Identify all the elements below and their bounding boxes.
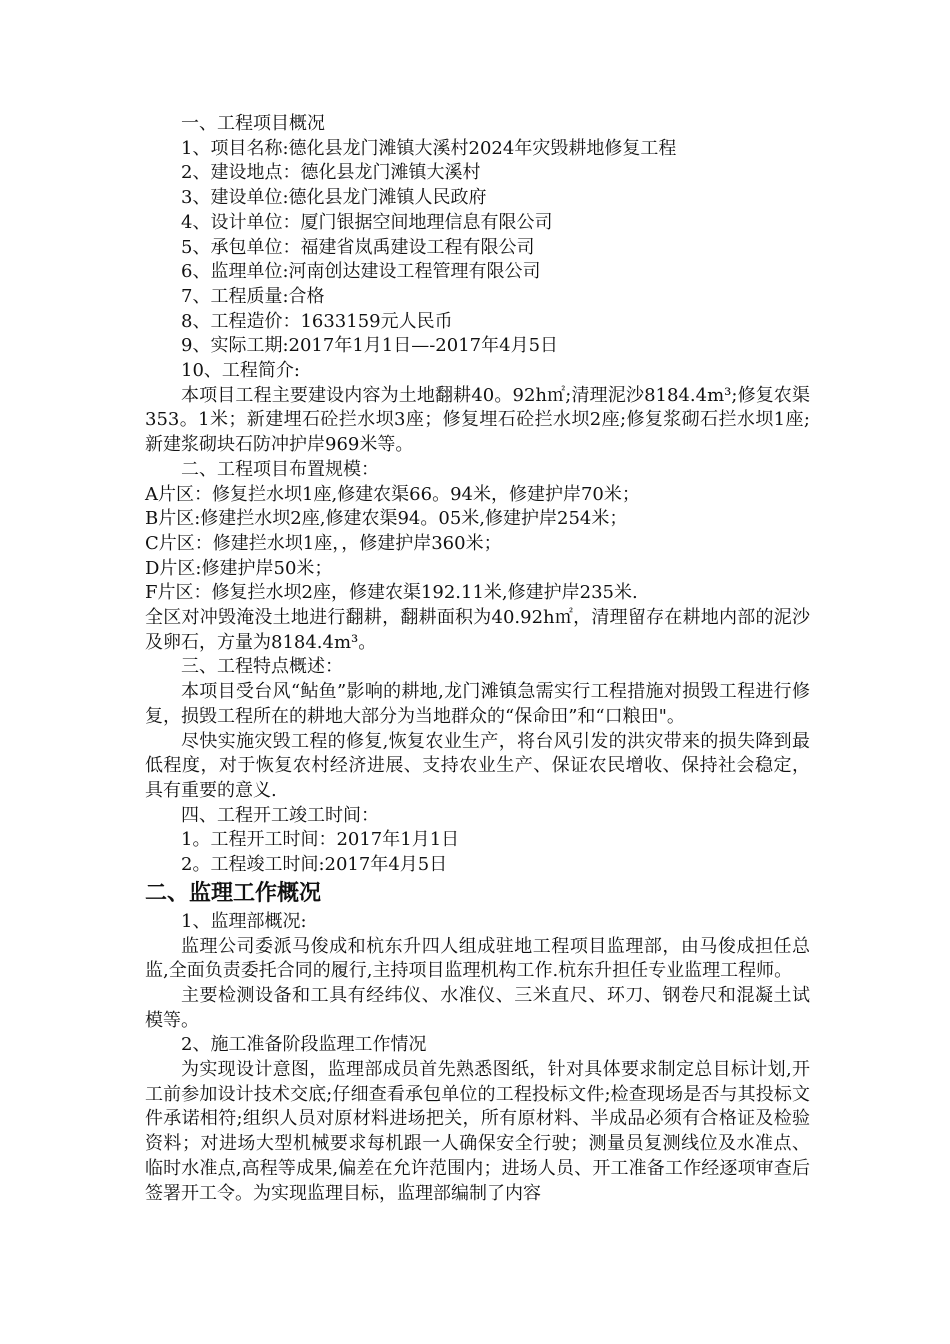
zone-c-line: C片区：修建拦水坝1座，，修建护岸360米； — [145, 532, 502, 554]
brief-heading: 10、工程简介: — [181, 360, 300, 382]
project-location-line: 2、建设地点：德化县龙门滩镇大溪村 — [181, 162, 481, 184]
quality-line: 7、工程质量:合格 — [181, 285, 325, 307]
project-intro-paragraph: 本项目工程主要建设内容为土地翻耕40。92h㎡;清理泥沙8184.4m³;修复农渠353。1米；新建埋石砼拦水坝3座；修复埋石砼拦水坝2座;修复浆砌石拦水坝1座;新建浆砌块石防冲护岸969米等。 — [145, 384, 810, 456]
document-page — [145, 112, 810, 1206]
chapter-title: 二、监理工作概况 — [145, 880, 322, 906]
contractor-line: 5、承包单位：福建省岚禹建设工程有限公司 — [181, 236, 535, 258]
equipment-paragraph: 主要检测设备和工具有经纬仪、水准仪、三米直尺、环刀、钢卷尺和混凝土试模等。 — [145, 984, 810, 1031]
section-heading-layout: 二、工程项目布置规模： — [181, 458, 379, 480]
subsection-heading-preparation: 2、施工准备阶段监理工作情况 — [181, 1034, 427, 1056]
section-heading-overview: 一、工程项目概况 — [181, 113, 325, 134]
section-heading-features: 三、工程特点概述： — [181, 656, 343, 678]
zone-b-line: B片区:修建拦水坝2座,修建农渠94。05米,修建护岸254米； — [145, 508, 628, 530]
zone-a-line: A片区：修复拦水坝1座,修建农渠66。94米，修建护岸70米； — [145, 483, 640, 505]
duration-line: 9、实际工期:2017年1月1日—-2017年4月5日 — [181, 335, 559, 357]
construction-unit-line: 3、建设单位:德化县龙门滩镇人民政府 — [181, 187, 487, 209]
start-date-line: 1。工程开工时间：2017年1月1日 — [181, 829, 460, 851]
section-heading-schedule: 四、工程开工竣工时间： — [181, 804, 379, 826]
zone-f-line: F片区：修复拦水坝2座，修建农渠192.11米,修建护岸235米. — [145, 582, 638, 604]
supervision-unit-line: 6、监理单位:河南创达建设工程管理有限公司 — [181, 261, 541, 283]
features-paragraph-1: 本项目受台风“鲇鱼”影响的耕地,龙门滩镇急需实行工程措施对损毁工程进行修复，损毁工程所在的耕地大部分为当地群众的“保命田”和“口粮田"。 — [145, 681, 810, 727]
features-paragraph-2: 尽快实施灾毁工程的修复,恢复农业生产，将台风引发的洪灾带来的损失降到最低程度，对于恢复农村经济进展、支持农业生产、保证农民增收、保持社会稳定，具有重要的意义. — [145, 730, 810, 801]
department-paragraph: 监理公司委派马俊成和杭东升四人组成驻地工程项目监理部，由马俊成担任总监,全面负责委托合同的履行,主持项目监理机构工作.杭东升担任专业监理工程师。 — [145, 935, 810, 982]
preparation-paragraph: 为实现设计意图，监理部成员首先熟悉图纸，针对具体要求制定总目标计划,开工前参加设计技术交底;仔细查看承包单位的工程投标文件;检查现场是否与其投标文件承诺相符;组织人员对原材料进场把关，所有原材料、半成品必须有合格证及检验资料；对进场大型机械要求每机跟一人确保安全行驶；测量员复测线位及水准点、临时水准点,高程等成果,偏差在允许范围内；进场人员、开工准备工作经逐项审查后签署开工令。为实现监理目标，监理部编制了内容 — [145, 1059, 810, 1204]
design-unit-line: 4、设计单位：厦门银据空间地理信息有限公司 — [181, 211, 553, 233]
project-name-line: 1、项目名称:德化县龙门滩镇大溪村2024年灾毁耕地修复工程 — [181, 137, 677, 159]
cost-line: 8、工程造价：1633159元人民币 — [181, 310, 453, 332]
end-date-line: 2。工程竣工时间:2017年4月5日 — [181, 854, 448, 876]
subsection-heading-department: 1、监理部概况: — [181, 910, 307, 932]
layout-summary-paragraph: 全区对冲毁淹没土地进行翻耕，翻耕面积为40.92h㎡，清理留存在耕地内部的泥沙及卵石，方量为8184.4m³。 — [145, 607, 810, 653]
zone-d-line: D片区:修建护岸50米； — [145, 557, 333, 579]
